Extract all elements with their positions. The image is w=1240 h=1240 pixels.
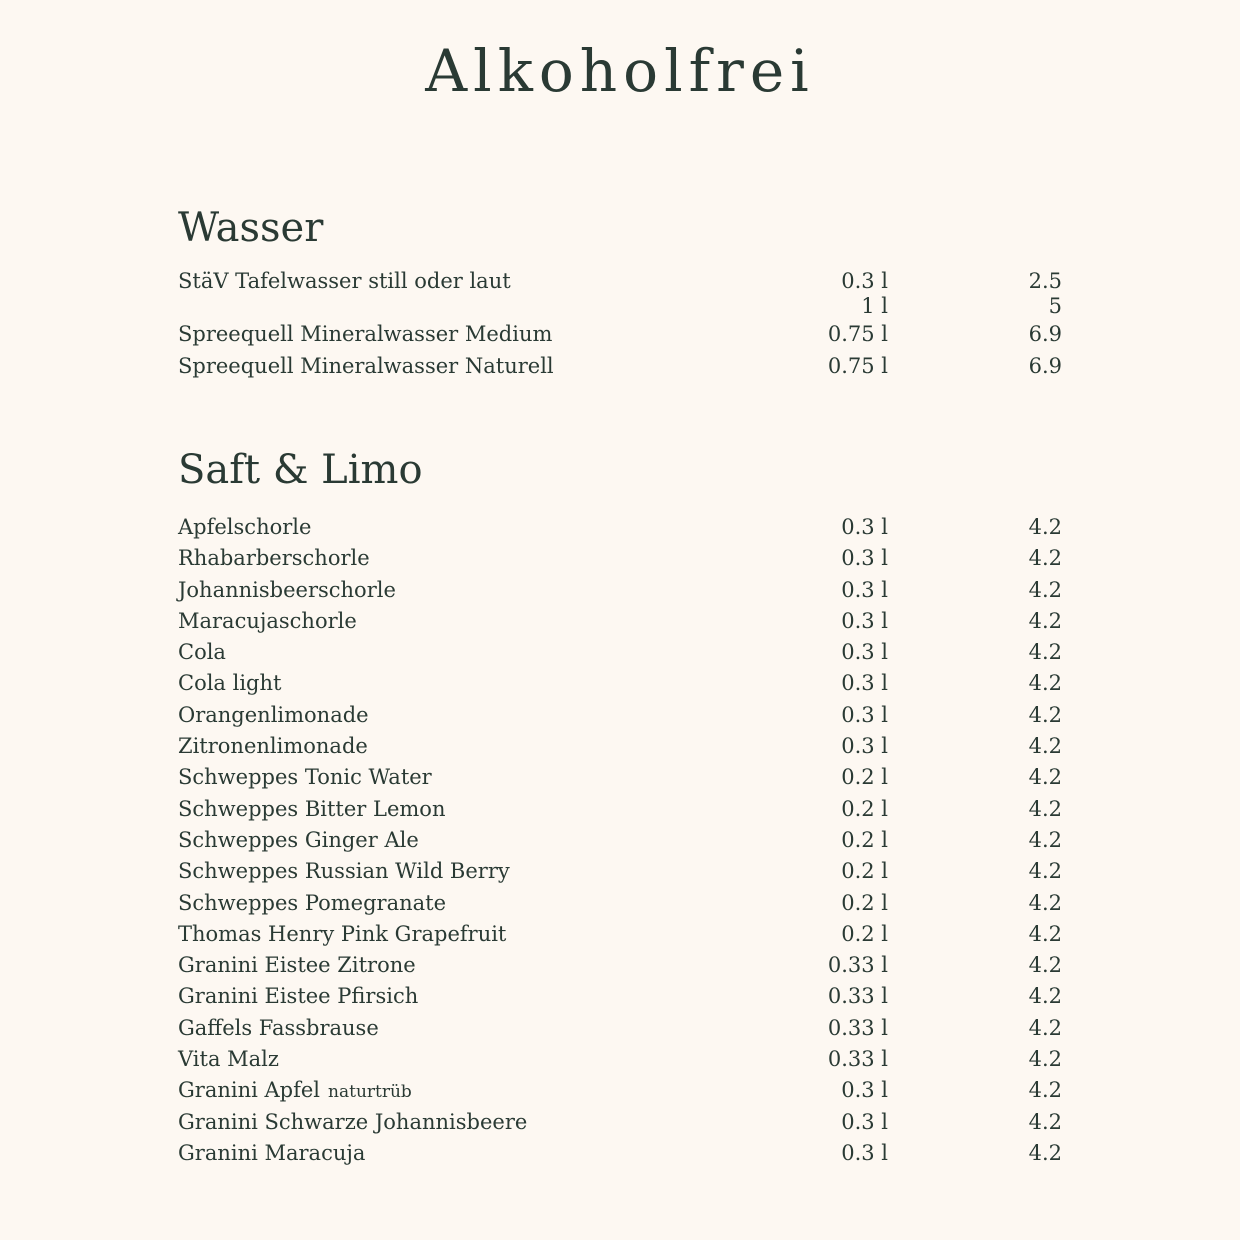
- item-price: 4.2: [1028, 827, 1062, 852]
- menu-item: [178, 351, 1062, 382]
- item-price: 2.5: [1028, 269, 1062, 293]
- item-name-text: Rhabarberschorle: [178, 546, 370, 571]
- menu-item: [178, 888, 1062, 919]
- item-price: 4.2: [1028, 953, 1062, 978]
- menu-item: [178, 919, 1062, 950]
- menu-item: [178, 856, 1062, 887]
- item-name-text: Johannisbeerschorle: [178, 577, 396, 602]
- item-volume: 0.33 l: [827, 984, 888, 1009]
- item-price: 4.2: [1028, 640, 1062, 665]
- menu-item: [178, 1107, 1062, 1138]
- item-volume: 0.3 l: [841, 1109, 888, 1134]
- item-price: 4.2: [1028, 1047, 1062, 1072]
- item-price: 4.2: [1028, 546, 1062, 571]
- menu-item: [178, 575, 1062, 606]
- menu-item: [178, 1013, 1062, 1044]
- item-name-text: Cola light: [178, 671, 282, 696]
- page-title: Alkoholfrei: [425, 37, 815, 105]
- item-name: [178, 856, 510, 887]
- item-name-text: Schweppes Bitter Lemon: [178, 796, 446, 821]
- item-name-text: Maracujaschorle: [178, 608, 357, 633]
- menu-item: [178, 1138, 1062, 1169]
- item-list: [178, 266, 1062, 382]
- menu-item: [178, 637, 1062, 668]
- item-name: Spreequell Mineralwasser Medium: [178, 322, 553, 347]
- item-price: 4.2: [1028, 921, 1062, 946]
- item-name-text: Schweppes Russian Wild Berry: [178, 859, 510, 884]
- item-price: 4.2: [1028, 1109, 1062, 1134]
- item-price: 4.2: [1028, 765, 1062, 790]
- item-name: [178, 950, 416, 981]
- item-name-text: Schweppes Ginger Ale: [178, 827, 419, 852]
- menu-item: [178, 700, 1062, 731]
- item-volume: 0.3 l: [841, 577, 888, 602]
- item-name: [178, 825, 419, 856]
- item-price: 4.2: [1028, 984, 1062, 1009]
- menu-item: [178, 606, 1062, 637]
- item-price: 4.2: [1028, 734, 1062, 759]
- item-name: [178, 888, 446, 919]
- menu-item: [178, 762, 1062, 793]
- section-title: Wasser: [178, 205, 324, 251]
- item-price: 6.9: [1028, 322, 1062, 347]
- menu-item: [178, 950, 1062, 981]
- item-name-text: Vita Malz: [178, 1047, 279, 1072]
- item-price: 4.2: [1028, 1015, 1062, 1040]
- item-name: Spreequell Mineralwasser Naturell: [178, 353, 554, 378]
- menu-item: [178, 1075, 1062, 1106]
- item-price: 4.2: [1028, 671, 1062, 696]
- menu-item: [178, 319, 1062, 350]
- item-volume: 0.33 l: [827, 953, 888, 978]
- item-name-text: Thomas Henry Pink Grapefruit: [178, 921, 507, 946]
- item-volume: 0.3 l: [841, 1078, 888, 1103]
- item-name: [178, 1075, 412, 1108]
- item-volume: 0.2 l: [841, 765, 888, 790]
- menu-item: [178, 981, 1062, 1012]
- item-name: [178, 637, 226, 668]
- item-name: [178, 700, 369, 731]
- item-volume: 0.2 l: [841, 890, 888, 915]
- item-volume: 0.2 l: [841, 827, 888, 852]
- menu-item: [178, 731, 1062, 762]
- item-volume: 0.3 l: [841, 1140, 888, 1165]
- item-name-text: Granini Eistee Pfirsich: [178, 984, 419, 1009]
- item-name: [178, 981, 418, 1012]
- menu-item: [178, 668, 1062, 699]
- item-list: [178, 512, 1062, 1169]
- item-price: 4.2: [1028, 577, 1062, 602]
- item-name-text: Granini Schwarze Johannisbeere: [178, 1109, 528, 1134]
- item-volume: 0.2 l: [841, 859, 888, 884]
- item-volume: 0.3 l: [841, 640, 888, 665]
- item-price: 4.2: [1028, 1140, 1062, 1165]
- item-volume: 0.33 l: [827, 1015, 888, 1040]
- item-name-text: Orangenlimonade: [178, 702, 369, 727]
- item-name: [178, 512, 311, 543]
- item-volume: 0.2 l: [841, 921, 888, 946]
- menu-item: [178, 543, 1062, 574]
- item-name: [178, 606, 357, 637]
- item-price: 6.9: [1028, 353, 1062, 378]
- item-name: [178, 543, 370, 574]
- menu-item: [178, 825, 1062, 856]
- item-price: 4.2: [1028, 702, 1062, 727]
- item-volume: 0.75 l: [827, 322, 888, 347]
- item-name: [178, 794, 445, 825]
- item-note: naturtrüb: [328, 1082, 412, 1103]
- item-name: [178, 731, 368, 762]
- menu-item: [178, 1044, 1062, 1075]
- item-volume: 0.3 l: [841, 671, 888, 696]
- item-name: [178, 919, 506, 950]
- item-name-text: Zitronenlimonade: [178, 734, 368, 759]
- item-price: 4.2: [1028, 1078, 1062, 1103]
- item-volume: 0.3 l: [841, 269, 888, 293]
- item-price: 4.2: [1028, 608, 1062, 633]
- item-volume: 0.75 l: [827, 353, 888, 378]
- item-volume: 0.2 l: [841, 796, 888, 821]
- menu-item: [178, 512, 1062, 543]
- section-saft-limo: [178, 446, 1062, 1169]
- menu-item-variant: [178, 293, 1062, 319]
- item-volume: 1 l: [861, 294, 888, 319]
- item-volume: 0.3 l: [841, 734, 888, 759]
- menu-item: [178, 794, 1062, 825]
- item-name-text: Schweppes Pomegranate: [178, 890, 447, 915]
- item-name-text: Granini Apfel: [178, 1078, 321, 1103]
- item-name: [178, 1013, 379, 1044]
- item-volume: 0.33 l: [827, 1047, 888, 1072]
- item-name-text: Granini Eistee Zitrone: [178, 953, 416, 978]
- item-volume: 0.3 l: [841, 608, 888, 633]
- item-name: [178, 1107, 527, 1138]
- item-name: [178, 575, 396, 606]
- section-title: Saft & Limo: [178, 447, 423, 493]
- item-price: 4.2: [1028, 796, 1062, 821]
- item-name: [178, 668, 281, 699]
- item-name-text: Apfelschorle: [178, 515, 312, 539]
- item-name: [178, 1138, 365, 1169]
- item-name-text: Gaffels Fassbrause: [178, 1015, 379, 1040]
- item-name-text: Cola: [178, 640, 226, 665]
- item-volume: 0.3 l: [841, 702, 888, 727]
- item-price: 5: [1048, 294, 1062, 319]
- item-name-text: Schweppes Tonic Water: [178, 765, 432, 790]
- item-name: [178, 1044, 279, 1075]
- item-price: 4.2: [1028, 890, 1062, 915]
- item-volume: 0.3 l: [841, 515, 888, 539]
- item-name-text: Granini Maracuja: [178, 1140, 366, 1165]
- item-price: 4.2: [1028, 859, 1062, 884]
- item-name: [178, 762, 432, 793]
- item-name: StäV Tafelwasser still oder laut: [178, 269, 511, 293]
- item-volume: 0.3 l: [841, 546, 888, 571]
- section-wasser: [178, 204, 1062, 382]
- item-price: 4.2: [1028, 515, 1062, 539]
